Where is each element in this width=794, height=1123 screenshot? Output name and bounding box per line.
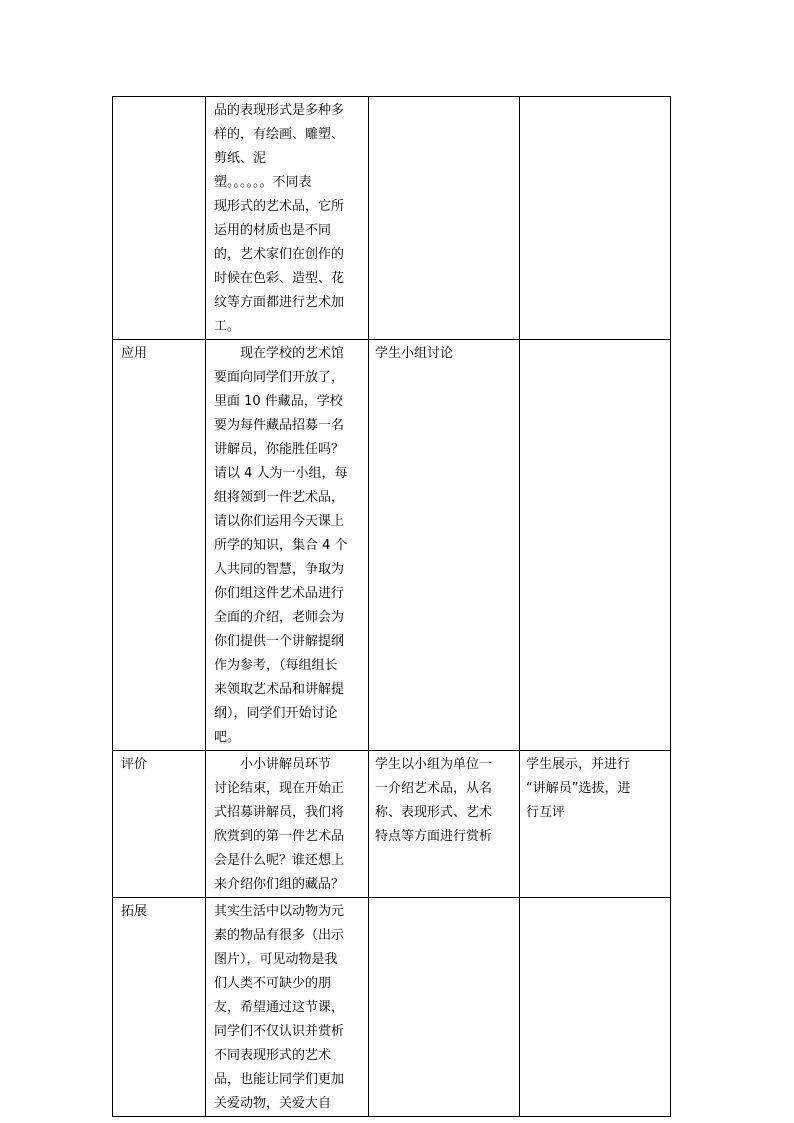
text-line: 你们组这件艺术品进行 bbox=[214, 586, 345, 601]
design-intent-text bbox=[520, 340, 670, 342]
stage-label: 应用 bbox=[121, 346, 148, 361]
text-line: 来领取艺术品和讲解提 bbox=[214, 682, 345, 697]
text-line: 所学的知识，集合 4 个 bbox=[214, 538, 348, 553]
teacher-activity-text bbox=[206, 340, 368, 750]
text-line: 关爱动物，关爱大自 bbox=[214, 1096, 332, 1111]
text-line: 现在学校的艺术馆 bbox=[240, 346, 345, 361]
text-line: 要为每件藏品招募一名 bbox=[214, 418, 345, 433]
text-line: 讲解员，你能胜任吗？ bbox=[214, 442, 345, 457]
lesson-plan-table bbox=[112, 96, 671, 1117]
text-line: 会是什么呢？谁还想上 bbox=[214, 853, 345, 868]
text-line: 里面 10 件藏品，学校 bbox=[214, 394, 343, 409]
design-intent-text bbox=[520, 751, 670, 825]
student-activity-cell bbox=[369, 340, 520, 751]
text-line: 们人类不可缺少的朋 bbox=[214, 976, 332, 991]
stage-cell bbox=[113, 340, 206, 751]
text-line: 特点等方面进行赏析 bbox=[375, 829, 493, 844]
text-line: 讨论结束，现在开始正 bbox=[214, 781, 345, 796]
stage-label: 评价 bbox=[121, 757, 148, 772]
text-line: 学生展示，并进行 bbox=[526, 757, 631, 772]
teacher-activity-cell bbox=[206, 97, 369, 340]
design-intent-cell bbox=[520, 751, 671, 898]
stage-cell bbox=[113, 898, 206, 1117]
student-activity-cell bbox=[369, 97, 520, 340]
text-line: 塑。。。。。。不同表 bbox=[214, 175, 312, 190]
text-line: 运用的材质也是不同 bbox=[214, 223, 332, 238]
text-line: 你们提供一个讲解提纲 bbox=[214, 634, 345, 649]
student-activity-text bbox=[369, 751, 519, 849]
text-line: 的，艺术家们在创作的 bbox=[214, 247, 345, 262]
text-line: 行互评 bbox=[526, 805, 566, 820]
text-line: 吧。 bbox=[214, 730, 241, 745]
text-line: 品，也能让同学们更加 bbox=[214, 1072, 345, 1087]
text-line: 素的物品有很多（出示 bbox=[214, 928, 345, 943]
design-intent-text bbox=[520, 97, 670, 99]
student-activity-text bbox=[369, 898, 519, 900]
text-line: 组将领到一件艺术品， bbox=[214, 490, 345, 505]
design-intent-cell bbox=[520, 898, 671, 1117]
design-intent-text bbox=[520, 898, 670, 900]
text-line: 学生小组讨论 bbox=[375, 346, 454, 361]
teacher-activity-text bbox=[206, 97, 368, 339]
text-line: 友，希望通过这节课， bbox=[214, 1000, 345, 1015]
teacher-activity-cell bbox=[206, 751, 369, 898]
stage-label bbox=[113, 97, 205, 99]
text-line: 其实生活中以动物为元 bbox=[214, 904, 345, 919]
text-line: 学生以小组为单位一 bbox=[375, 757, 493, 772]
stage-cell bbox=[113, 97, 206, 340]
table-row bbox=[113, 751, 671, 898]
text-line: 现形式的艺术品，它所 bbox=[214, 199, 345, 214]
text-line: 同学们不仅认识并赏析 bbox=[214, 1024, 345, 1039]
text-line: 称、表现形式、艺术 bbox=[375, 805, 493, 820]
table-row bbox=[113, 340, 671, 751]
text-line: 纲），同学们开始讨论 bbox=[214, 706, 338, 721]
text-line: “讲解员”选拔，进 bbox=[526, 781, 631, 796]
stage-cell bbox=[113, 751, 206, 898]
text-line: 样的，有绘画、雕塑、 bbox=[214, 127, 345, 142]
design-intent-cell bbox=[520, 97, 671, 340]
student-activity-cell bbox=[369, 898, 520, 1117]
text-line: 图片），可见动物是我 bbox=[214, 952, 338, 967]
text-line: 请以 4 人为一小组，每 bbox=[214, 466, 348, 481]
teacher-activity-text bbox=[206, 898, 368, 1116]
text-line: 小小讲解员环节 bbox=[240, 757, 332, 772]
text-line: 纹等方面都进行艺术加 bbox=[214, 295, 345, 310]
table-row bbox=[113, 898, 671, 1117]
teacher-activity-text bbox=[206, 751, 368, 897]
design-intent-cell bbox=[520, 340, 671, 751]
text-line: 剪纸、泥 bbox=[214, 151, 267, 166]
student-activity-text bbox=[369, 97, 519, 99]
teacher-activity-cell bbox=[206, 340, 369, 751]
stage-label: 拓展 bbox=[121, 904, 148, 919]
text-line: 不同表现形式的艺术 bbox=[214, 1048, 332, 1063]
text-line: 工。 bbox=[214, 319, 241, 334]
text-line: 欣赏到的第一件艺术品 bbox=[214, 829, 345, 844]
text-line: 人共同的智慧，争取为 bbox=[214, 562, 345, 577]
teacher-activity-cell bbox=[206, 898, 369, 1117]
text-line: 来介绍你们组的藏品？ bbox=[214, 877, 345, 892]
text-line: 全面的介绍，老师会为 bbox=[214, 610, 345, 625]
student-activity-text bbox=[369, 340, 519, 366]
table-row bbox=[113, 97, 671, 340]
text-line: 式招募讲解员，我们将 bbox=[214, 805, 345, 820]
text-line: 时候在色彩、造型、花 bbox=[214, 271, 345, 286]
text-line: 请以你们运用今天课上 bbox=[214, 514, 345, 529]
text-line: 作为参考，（每组组长 bbox=[214, 658, 338, 673]
text-line: 一介绍艺术品，从名 bbox=[375, 781, 493, 796]
student-activity-cell bbox=[369, 751, 520, 898]
text-line: 要面向同学们开放了， bbox=[214, 370, 345, 385]
text-line: 品的表现形式是多种多 bbox=[214, 103, 345, 118]
